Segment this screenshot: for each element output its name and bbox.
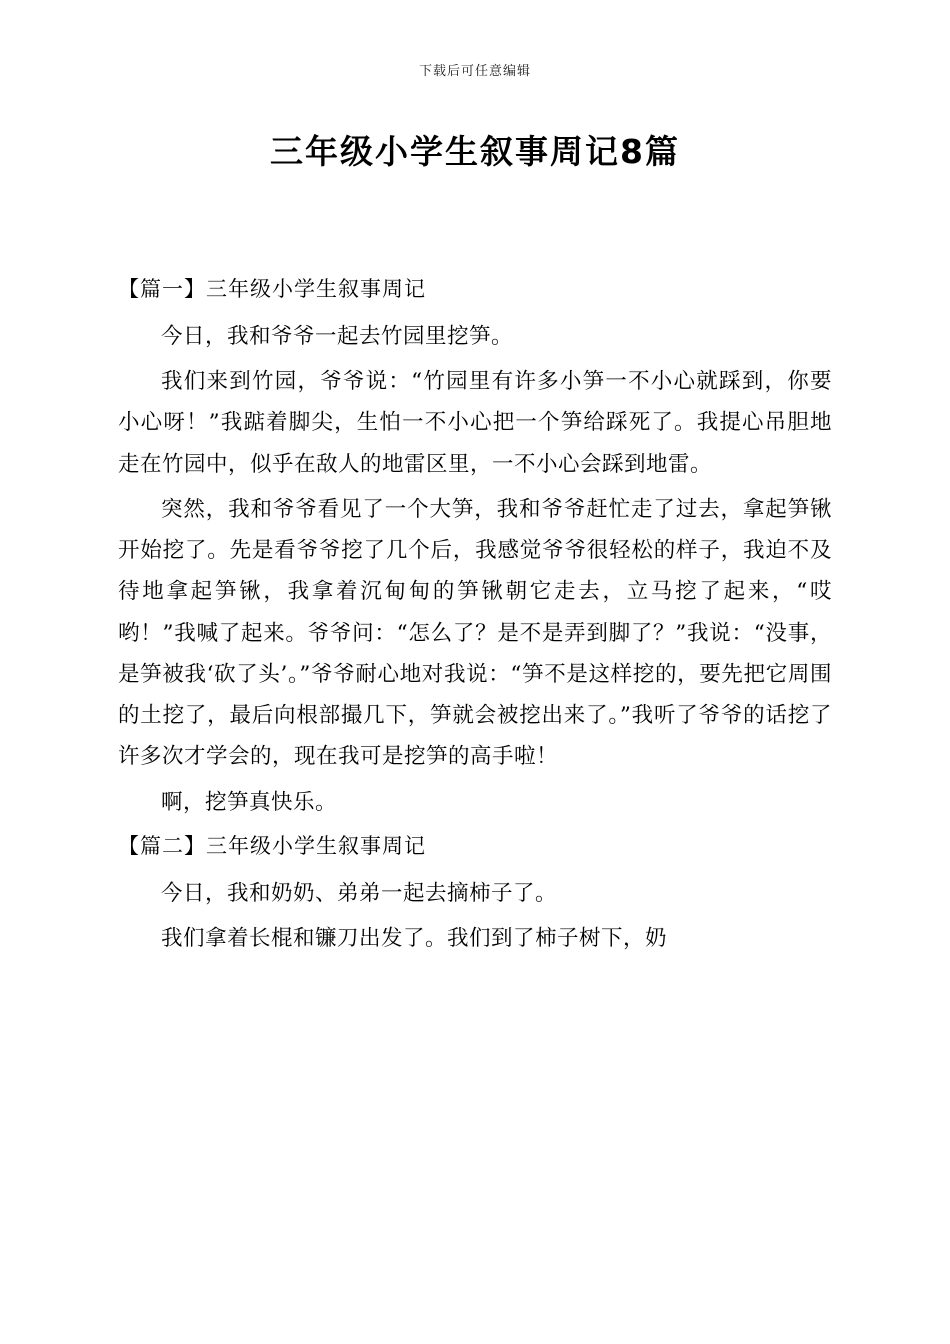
- section-heading: 【篇二】三年级小学生叙事周记: [118, 833, 426, 858]
- paragraph: 今日，我和爷爷一起去竹园里挖笋。: [161, 323, 514, 349]
- page-header-note: 下载后可任意编辑: [418, 64, 531, 79]
- paragraph: 突然，我和爷爷看见了一个大笋，我和爷爷赶忙走了过去，拿起笋锹开始挖了。先是看爷爷挖了几个后，我感觉爷爷很轻松的样子，我迫不及待地拿起笋锹，我拿着沉甸甸的笋锹朝它走去，立马挖了起来，“哎哟！”我喊了起来。爷爷问：“怎么了？是不是弄到脚了？”我说：“没事，是笋被我‘砍了头’。”爷爷耐心地对我说：“笋不是这样挖的，要先把它周围的土挖了，最后向根部撮几下，笋就会被挖出来了。”我听了爷爷的话挖了许多次才学会的，现在我可是挖笋的高手啦！: [118, 496, 832, 770]
- paragraph: 我们来到竹园，爷爷说：“竹园里有许多小笋一不小心就踩到，你要小心呀！”我踮着脚尖，生怕一不小心把一个笋给踩死了。我提心吊胆地走在竹园中，似乎在敌人的地雷区里，一不小心会踩到地雷。: [118, 369, 832, 477]
- page-title: 三年级小学生叙事周记8篇: [270, 132, 680, 171]
- document-body: [118, 270, 832, 960]
- paragraph: 啊，挖笋真快乐。: [161, 789, 338, 815]
- paragraph: 今日，我和奶奶、弟弟一起去摘柿子了。: [161, 880, 558, 906]
- paragraph: 我们拿着长棍和镰刀出发了。我们到了柿子树下，奶: [161, 926, 668, 952]
- section-heading: 【篇一】三年级小学生叙事周记: [118, 276, 426, 301]
